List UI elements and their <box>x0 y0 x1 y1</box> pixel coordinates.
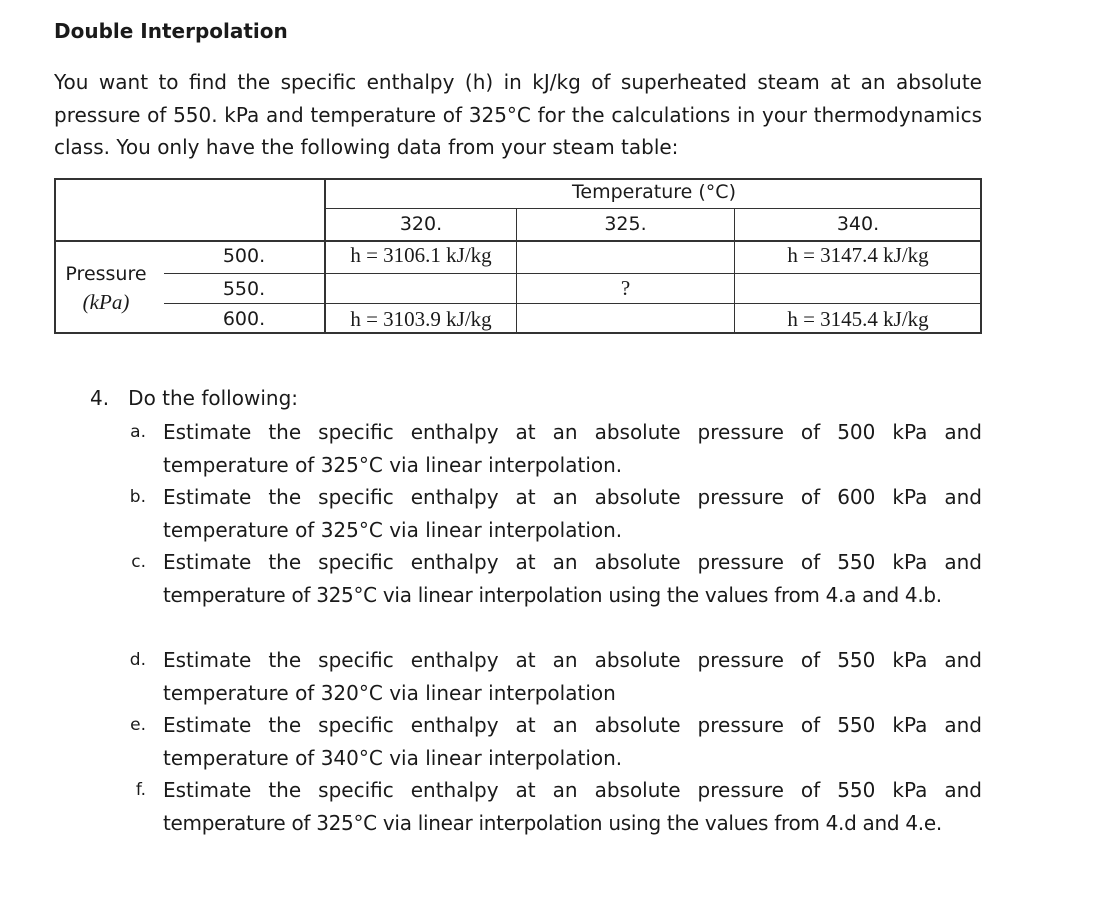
temp-340: 340. <box>836 213 880 235</box>
pressure-500: 500. <box>222 245 266 267</box>
pressure-label: Pressure <box>65 263 147 285</box>
table-divider-body <box>54 240 982 242</box>
enthalpy-550-325-unknown: ? <box>620 276 631 300</box>
intro-line-1: You want to find the specific enthalpy (h) in kJ/kg of superheated steam at an absolute <box>54 70 982 94</box>
question-heading <box>90 386 298 410</box>
question-number: 4. <box>90 386 110 410</box>
pressure-unit: (kPa) <box>82 290 130 314</box>
enthalpy-600-340: h = 3145.4 kJ/kg <box>787 307 929 331</box>
item-label: e. <box>130 715 146 735</box>
intro-line-3: class. You only have the following data from your steam table: <box>54 135 679 159</box>
question-heading-text: Do the following: <box>128 386 298 410</box>
enthalpy-500-320: h = 3106.1 kJ/kg <box>350 243 492 267</box>
table-divider-header <box>324 208 982 209</box>
item-line-2: temperature of 325°C via linear interpolation using the values from 4.d and 4.e. <box>163 810 942 835</box>
temp-320: 320. <box>399 213 443 235</box>
item-label: d. <box>129 650 146 670</box>
item-label: b. <box>129 487 146 507</box>
enthalpy-600-320: h = 3103.9 kJ/kg <box>350 307 492 331</box>
temperature-header <box>524 181 784 203</box>
question-item-c <box>131 546 982 611</box>
temp-325: 325. <box>604 213 647 235</box>
item-line-1: Estimate the specific enthalpy at an absolute pressure of 550 kPa and <box>163 648 982 672</box>
item-line-1: Estimate the specific enthalpy at an absolute pressure of 550 kPa and <box>163 550 982 574</box>
temperature-header-text: Temperature (°C) <box>572 181 736 203</box>
steam-table <box>54 178 982 334</box>
item-line-2: temperature of 325°C via linear interpolation using the values from 4.a and 4.b. <box>163 582 942 607</box>
question-item-d <box>129 644 982 709</box>
document-title: Double Interpolation <box>54 19 288 43</box>
item-label: c. <box>131 552 146 572</box>
enthalpy-500-340: h = 3147.4 kJ/kg <box>787 243 929 267</box>
item-line-2: temperature of 325°C via linear interpolation. <box>163 452 623 477</box>
item-label: a. <box>130 422 146 442</box>
item-line-2: temperature of 325°C via linear interpolation. <box>163 517 623 542</box>
item-label: f. <box>135 780 146 800</box>
pressure-600: 600. <box>222 308 266 330</box>
question-item-a <box>130 416 982 481</box>
item-line-1: Estimate the specific enthalpy at an absolute pressure of 550 kPa and <box>163 713 982 737</box>
question-item-f <box>135 774 982 839</box>
item-line-1: Estimate the specific enthalpy at an absolute pressure of 550 kPa and <box>163 778 982 802</box>
question-item-b <box>129 481 982 546</box>
intro-paragraph <box>54 66 982 164</box>
table-border-top <box>54 178 982 180</box>
table-border-bottom <box>54 332 982 334</box>
table-divider-row2 <box>164 303 982 304</box>
item-line-2: temperature of 320°C via linear interpolation <box>163 680 616 705</box>
question-item-e <box>130 709 982 774</box>
intro-line-2: pressure of 550. kPa and temperature of 325°C for the calculations in your thermodynamics <box>54 102 982 127</box>
item-line-2: temperature of 340°C via linear interpolation. <box>163 745 623 770</box>
item-line-1: Estimate the specific enthalpy at an absolute pressure of 600 kPa and <box>163 485 982 509</box>
table-divider-row1 <box>164 273 982 274</box>
item-line-1: Estimate the specific enthalpy at an absolute pressure of 500 kPa and <box>163 420 982 444</box>
pressure-550: 550. <box>222 278 266 300</box>
